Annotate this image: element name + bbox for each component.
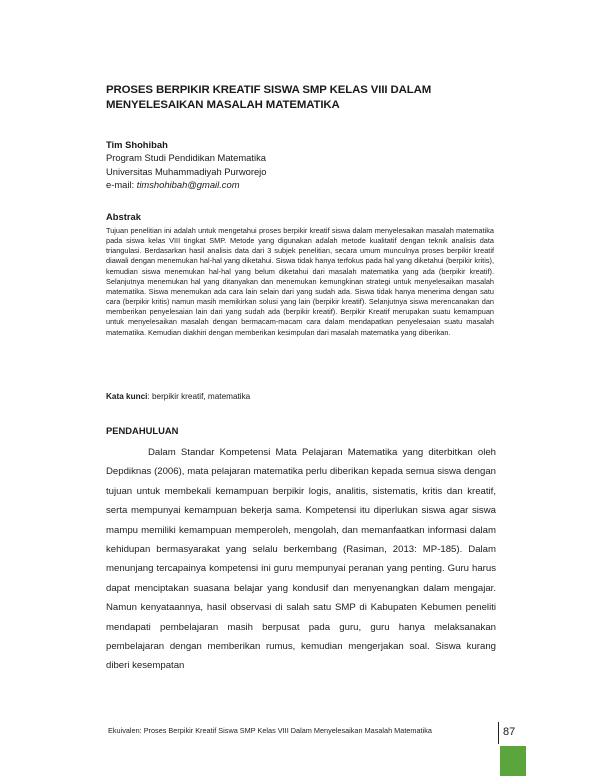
- keywords-label: Kata kunci: [106, 392, 148, 401]
- footer-accent-bar: [500, 746, 526, 776]
- author-name: Tim Shohibah: [106, 139, 168, 150]
- footer-running-title: Ekuivalen: Proses Berpikir Kreatif Siswa SMP Kelas VIII Dalam Menyelesaikan Masalah Matematika: [108, 726, 432, 735]
- introduction-paragraph: Dalam Standar Kompetensi Mata Pelajaran Matematika yang diterbitkan oleh Depdiknas (2006), mata pelajaran matematika perlu diberikan kepada semua siswa dengan tujuan untuk membekali kemampuan berpikir logis, analitis, sistematis, kritis dan kreatif, serta mempunyai kemampuan bekerja sama. Kompetensi itu diperlukan siswa agar siswa mampu memiliki kemampuan memperoleh, mengolah, dan memanfaatkan informasi dalam kehidupan bermasyarakat yang selalu berkembang (Rasiman, 2013: MP-185). Dalam menunjang tercapainya kompetensi ini guru mempunyai peranan yang penting. Guru harus dapat menciptakan suasana belajar yang kondusif dan menyenangkan dalam mengajar. Namun kenyataannya, hasil observasi di salah satu SMP di Kabupaten Kebumen peneliti mendapati pembelajaran masih berpusat pada guru, guru hanya melaksanakan pembelajaran dengan memberikan rumus, kemudian mengerjakan soal. Siswa kurang diberi kesempatan: [106, 447, 496, 672]
- abstract-text: Tujuan penelitian ini adalah untuk mengetahui proses berpikir kreatif siswa dalam menyelesaikan masalah matematika pada siswa kelas VIII tingkat SMP. Metode yang digunakan adalah metode kualitatif dengan teknik analisis data triangulasi. Berdasarkan hasil analisis data dari 3 subjek penelitian, secara umum munculnya proses berpikir kreatif diawali dengan menemukan hal-hal yang diketahui. Siswa tidak hanya terfokus pada hal yang diketahui (berpikir kritis), kemudian siswa menemukan hal-hal yang belum diketahui dari masalah matematika yang ada (berpikir kreatif). Selanjutnya menemukan hal yang ditanyakan dan menemukan kemungkinan strategi untuk menyelesaikan masalah matematika. Siswa menemukan ada cara lain selain dari yang sudah ada. Siswa tidak hanya menerima dengan satu cara (berpikir kritis) namun masih memikirkan solusi yang lain (berpikir kreatif). Selanjutnya siswa merencanakan dan memberikan penyelesaian lain dari yang sudah ada (berpikir kreatif). Berpikir Kreatif merupakan suatu kemampuan untuk menyelesaikan masalah dengan bermacam-macam cara dalam mendapatkan penyelesaian suatu masalah matematika. Kemudian diakhiri dengan memberikan kesimpulan dari masalah matematika yang diberikan.: [106, 226, 494, 337]
- paper-title-line-1: PROSES BERPIKIR KREATIF SISWA SMP KELAS VIII DALAM: [106, 84, 432, 96]
- paper-title-line-2: MENYELESAIKAN MASALAH MATEMATIKA: [106, 99, 340, 111]
- section-heading-introduction: PENDAHULUAN: [106, 425, 179, 436]
- author-block: [106, 138, 266, 192]
- author-email-line: [106, 178, 266, 191]
- abstract-heading: Abstrak: [106, 211, 141, 222]
- email-label: e-mail:: [106, 179, 137, 191]
- author-program: Program Studi Pendidikan Matematika: [106, 152, 266, 164]
- author-email: timshohibah@gmail.com: [136, 179, 240, 191]
- keywords-line: [106, 392, 250, 401]
- keywords-value: : berpikir kreatif, matematika: [147, 392, 251, 401]
- author-university: Universitas Muhammadiyah Purworejo: [106, 165, 267, 177]
- paper-title: [106, 83, 516, 113]
- page-number: 87: [503, 726, 516, 738]
- footer-divider: [498, 722, 499, 744]
